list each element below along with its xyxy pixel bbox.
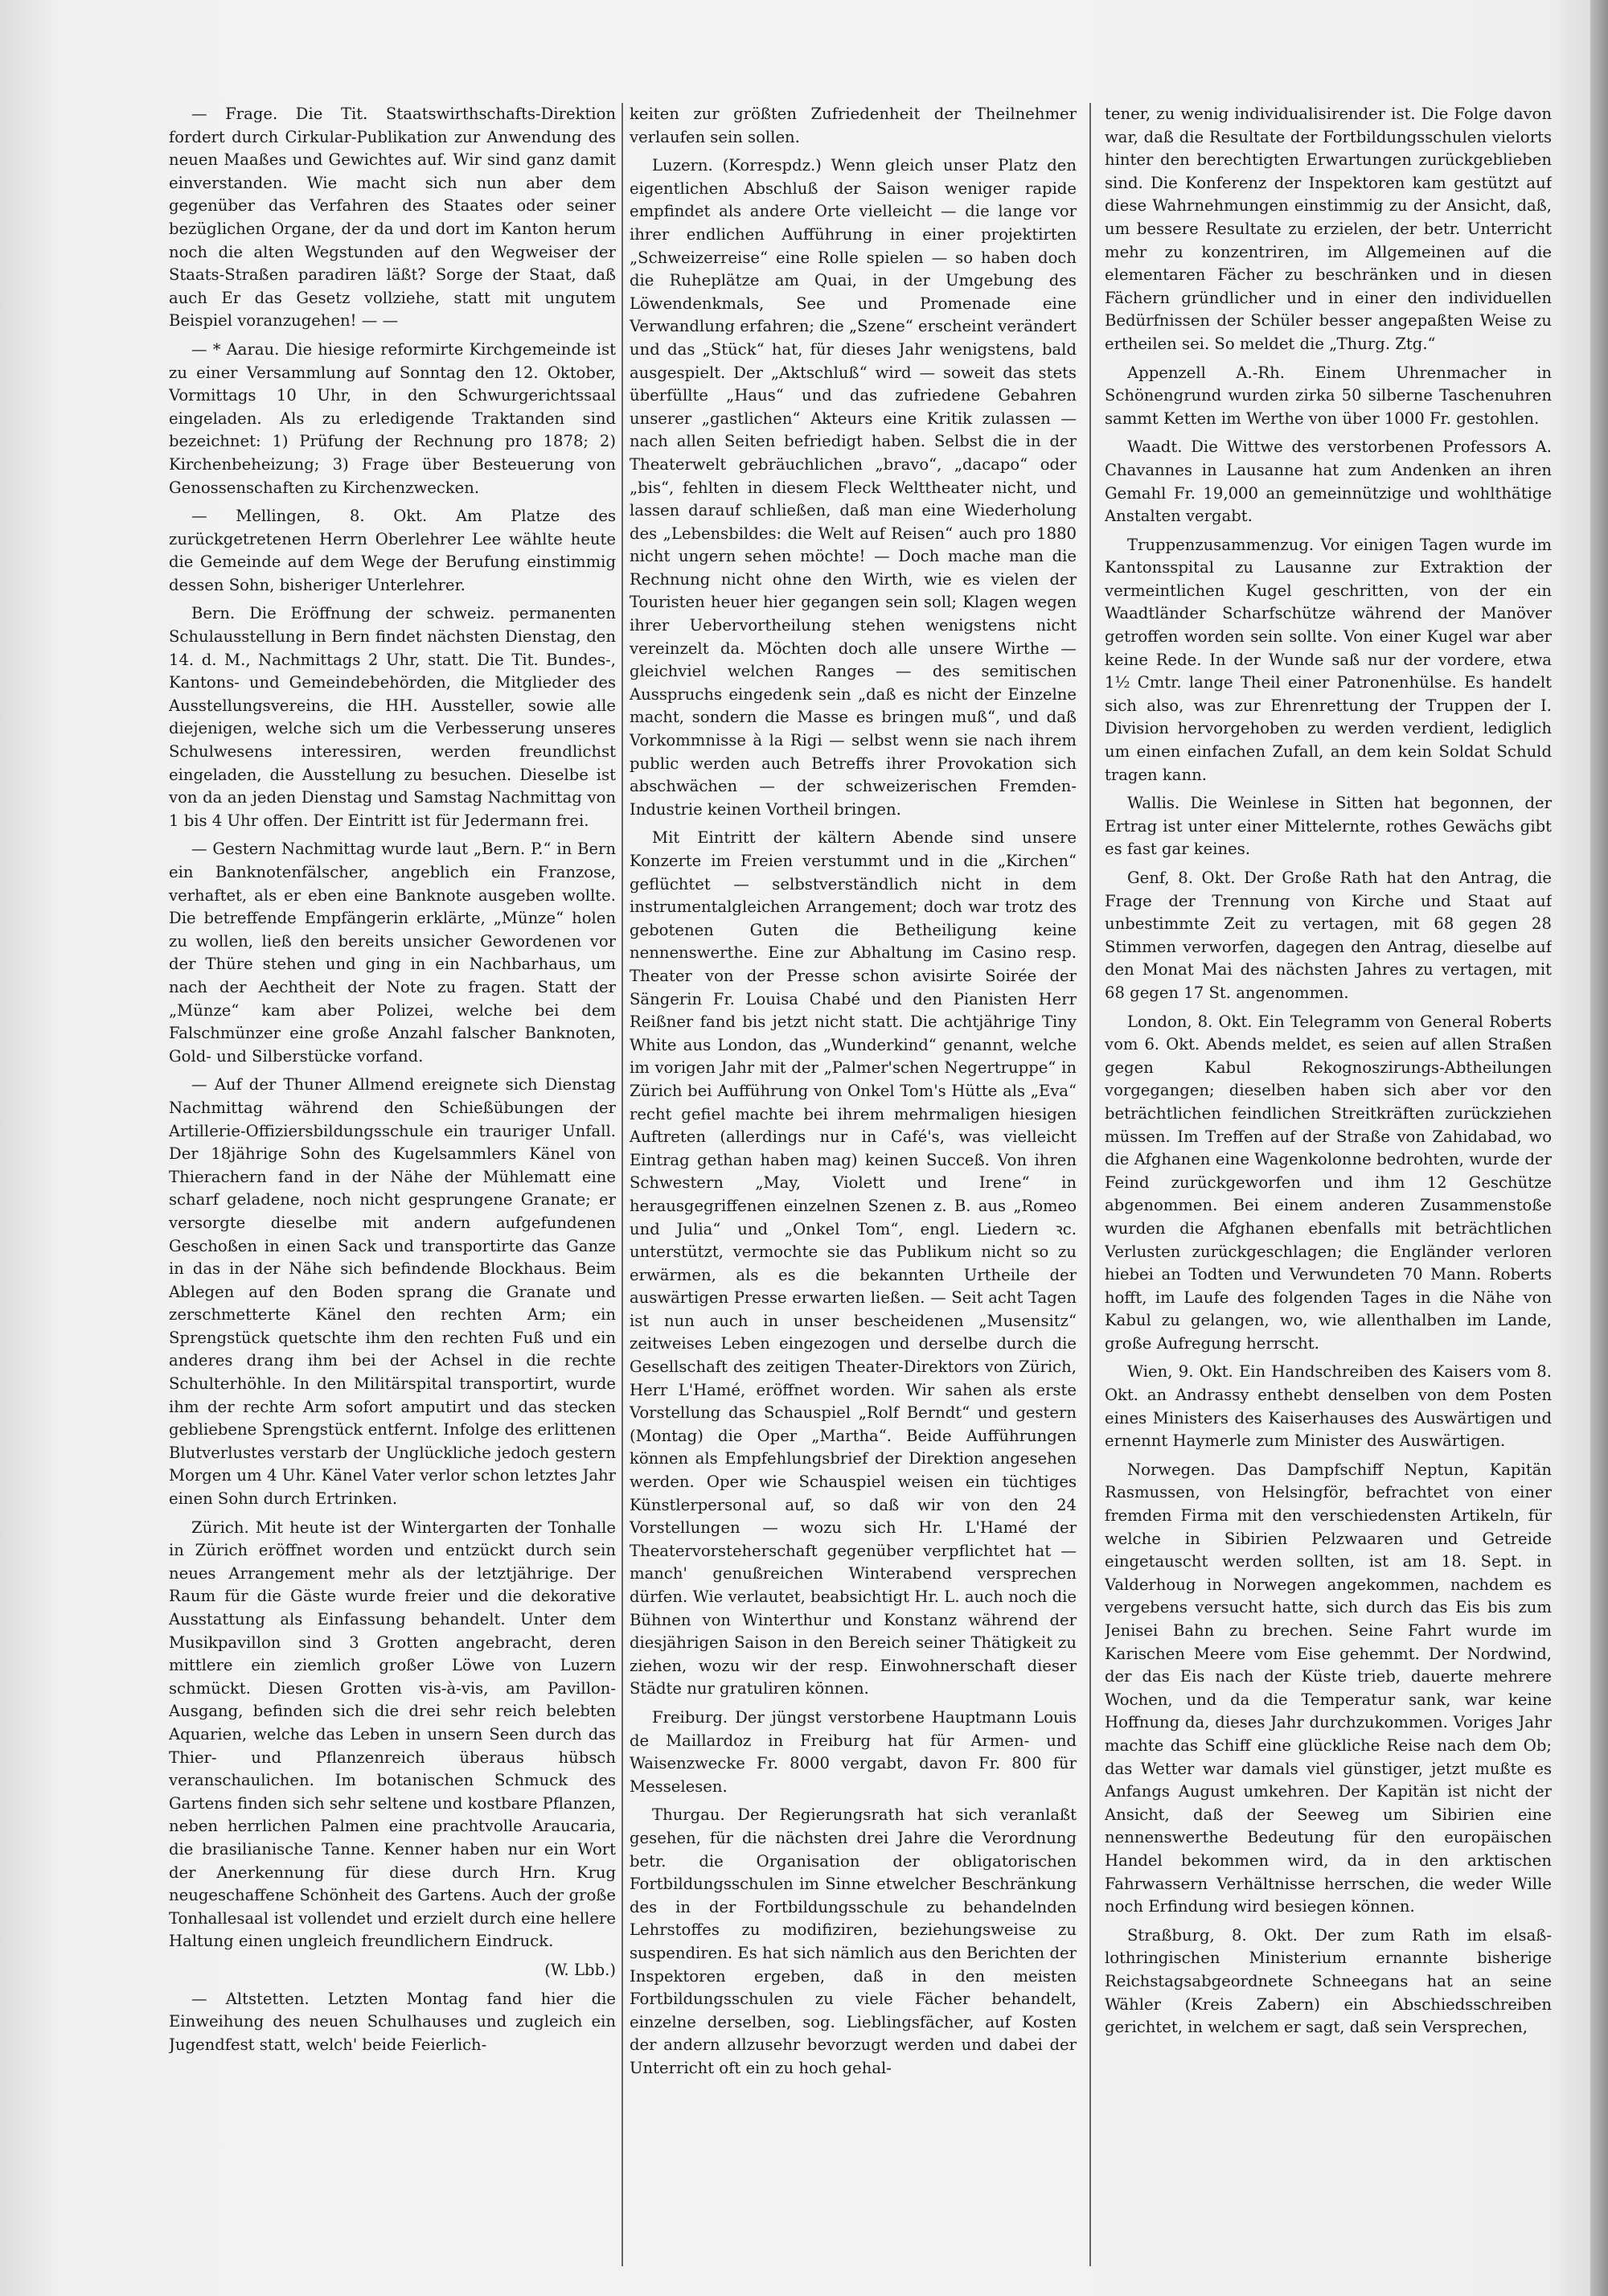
article-paragraph: — Gestern Nachmittag wurde laut „Bern. P.“ in Bern ein Banknotenfälscher, angeblich ein Franzose, verhaftet, als er eben eine Banknote ausgeben wollte. Die betreffende Empfängerin erklärte, „Münze“ holen zu wollen, ließ den bereits unsicher Gewordenen vor der Thüre stehen und ging in ein Nachbarhaus, um nach der Aechtheit der Note zu fragen. Statt der „Münze“ kam aber Polizei, welche bei dem Falschmünzer eine große Anzahl falscher Banknoten, Gold- und Silberstücke vorfand.: [169, 840, 616, 1066]
article-paragraph: Mit Eintritt der kältern Abende sind unsere Konzerte im Freien verstummt und in die „Kirchen“ geflüchtet — selbstverständlich nicht in dem instrumentalgleichen Arrangement; doch war trotz des gebotenen Guten die Betheiligung keine nennenswerthe. Eine zur Abhaltung im Casino resp. Theater von der Presse schon avisirte Soirée der Sängerin Fr. Louisa Chabé und den Pianisten Herr Reißner fand bis jetzt nicht statt. Die achtjährige Tiny White aus London, das „Wunderkind“ genannt, welche im vorigen Jahr mit der „Palmer'schen Negertruppe“ in Zürich bei Aufführung von Onkel Tom's Hütte als „Eva“ recht gefiel machte bei ihrem mehrmaligen hiesigen Auftreten (allerdings nur in Café's, was vielleicht Eintrag gethan haben mag) keinen Succeß. Von ihren Schwestern „May, Violett und Irene“ in herausgegriffenen einzelnen Szenen z. B. aus „Romeo und Julia“ und „Onkel Tom“, engl. Liedern ꝛc. unterstützt, vermochte sie das Publikum nicht so zu erwärmen, als es die bekannten Urtheile der auswärtigen Presse erwarten ließen. — Seit acht Tagen ist nun auch in unser bescheidenen „Musensitz“ zeitweises Leben eingezogen und derselbe durch die Gesellschaft des zeitigen Theater-Direktors von Zürich, Herr L'Hamé, eröffnet worden. Wir sahen als erste Vorstellung das Schauspiel „Rolf Berndt“ und gestern (Montag) die Oper „Martha“. Beide Aufführungen können als Empfehlungsbrief der Direktion angesehen werden. Oper wie Schauspiel weisen ein tüchtiges Künstlerpersonal auf, so daß wir von den 24 Vorstellungen — wozu sich Hr. L'Hamé der Theatervorsteherschaft gegenüber verpflichtet hat — manch' genußreichen Winterabend versprechen dürfen. Wie verlautet, beabsichtigt Hr. L. auch noch die Bühnen von Winterthur und Konstanz während der diesjährigen Saison in den Bereich seiner Thätigkeit zu ziehen, wozu wir der resp. Einwohnerschaft dieser Städte nur gratuliren können.: [630, 828, 1077, 1698]
article-paragraph: London, 8. Okt. Ein Telegramm von General Roberts vom 6. Okt. Abends meldet, es seien auf allen Straßen gegen Kabul Rekognoszirungs-Abtheilungen vorgegangen; dieselben haben sich aber vor den beträchtlichen feindlichen Streitkräften zurückziehen müssen. Im Treffen auf der Straße von Zahidabad, wo die Afghanen eine Wagenkolonne bedrohten, wurde der Feind zurückgeworfen und ihm 12 Geschütze abgenommen. Bei einem anderen Zusammenstoße wurden die Afghanen ebenfalls mit beträchtlichen Verlusten zurückgeschlagen; die Engländer verloren hiebei an Todten und Verwundeten 70 Mann. Roberts hofft, im Laufe des folgenden Tages in die Nähe von Kabul zu gelangen, wo, wie allenthalben im Lande, große Aufregung herrscht.: [1105, 1012, 1552, 1353]
page-edge: [1590, 0, 1608, 2296]
article-paragraph: Waadt. Die Wittwe des verstorbenen Professors A. Chavannes in Lausanne hat zum Andenken an ihren Gemahl Fr. 19,000 an gemeinnützige und wohlthätige Anstalten vergabt.: [1105, 437, 1552, 526]
article-paragraph: Truppenzusammenzug. Vor einigen Tagen wurde im Kantonsspital zu Lausanne zur Extraktion der vermeintlichen Kugel geschritten, von der ein Waadtländer Scharfschütze während der Manöver getroffen worden sein sollte. Von einer Kugel war aber keine Rede. In der Wunde saß nur der vordere, etwa 1½ Cmtr. lange Theil einer Patronenhülse. Es handelt sich also, was zur Ehrenrettung der Truppen der I. Division hervorgehoben zu werden verdient, lediglich um einen einfachen Zufall, an dem kein Soldat Schuld tragen kann.: [1105, 535, 1552, 784]
article-paragraph: Luzern. (Korrespdz.) Wenn gleich unser Platz den eigentlichen Abschluß der Saison weniger rapide empfindet als andere Orte vielleicht — die lange vor ihrer endlichen Aufführung in einer projektirten „Schweizerreise“ eine Rolle spielen — so haben doch die Ruheplätze am Quai, in der Umgebung des Löwendenkmals, See und Promenade eine Verwandlung erfahren; die „Szene“ erscheint verändert und das „Stück“ hat, für dieses Jahr wenigstens, bald ausgespielt. Der „Aktschluß“ wird — soweit das stets überfüllte „Haus“ und das zufriedene Gebahren unserer „gastlichen“ Akteurs eine Kritik zulassen — nach allen Seiten befriedigt haben. Selbst die in der Theaterwelt gebräuchlichen „bravo“, „dacapo“ oder „bis“, fehlten in diesem Fleck Welttheater nicht, und lassen darauf schließen, daß man eine Wiederholung des „Lebensbildes: die Welt auf Reisen“ auch pro 1880 nicht ungern sehen möchte! — Doch mache man die Rechnung nicht ohne den Wirth, wie es vielen der Touristen heuer hier gegangen sein soll; Klagen wegen ihrer Uebervortheilung stehen wenigstens nicht vereinzelt da. Möchten doch alle unsere Wirthe — gleichviel welchen Ranges — des semitischen Ausspruchs eingedenk sein „daß es nicht der Einzelne macht, sondern die Masse es bringen muß“, und daß Vorkommnisse à la Rigi — selbst wenn sie nach ihrem public werden auch Betreffs ihrer Provokation sich abschwächen — der schweizerischen Fremden-Industrie keinen Vortheil bringen.: [630, 156, 1077, 819]
article-paragraph: Thurgau. Der Regierungsrath hat sich veranlaßt gesehen, für die nächsten drei Jahre die Verordnung betr. die Organisation der obligatorischen Fortbildungsschulen im Sinne etwelcher Beschränkung des in der Fortbildungsschule zu behandelnden Lehrstoffes zu modifiziren, beziehungsweise zu suspendiren. Es hat sich nämlich aus den Berichten der Inspektoren ergeben, daß in den meisten Fortbildungsschulen zu viele Fächer behandelt, einzelne derselben, sog. Lieblingsfächer, auf Kosten der andern allzusehr bevorzugt werden und dabei der Unterricht oft ein zu hoch gehal-: [630, 1805, 1077, 2077]
column-2: [630, 103, 1077, 2274]
article-paragraph: Norwegen. Das Dampfschiff Neptun, Kapitän Rasmussen, von Helsingför, befrachtet von einer fremden Firma mit den verschiedensten Artikeln, für welche in Sibirien Pelzwaaren und Getreide eingetauscht werden sollten, ist am 18. Sept. in Valderhoug in Norwegen angekommen, nachdem es vergebens versucht hatte, sich durch das Eis bis zum Jenisei Bahn zu brechen. Seine Fahrt wurde im Karischen Meere vom Eise gehemmt. Der Nordwind, der das Eis nach der Küste trieb, dauerte mehrere Wochen, und da die Temperatur sank, war keine Hoffnung da, dieses Jahr durchzukommen. Voriges Jahr machte das Schiff eine glückliche Reise nach dem Ob; das Wetter war damals viel günstiger, jetzt mußte es Anfangs August umkehren. Der Kapitän ist nicht der Ansicht, daß der Seeweg um Sibirien eine nennenswerthe Bedeutung für den europäischen Handel bekommen wird, da in den arktischen Fahrwassern Verhältnisse herrschen, die weder Wille noch Erfindung wird besiegen können.: [1105, 1460, 1552, 1916]
column-divider: [621, 103, 623, 2266]
article-paragraph: Bern. Die Eröffnung der schweiz. permanenten Schulausstellung in Bern findet nächsten Dienstag, den 14. d. M., Nachmittags 2 Uhr, statt. Die Tit. Bundes-, Kantons- und Gemeindebehörden, die Mitglieder des Ausstellungsvereins, die HH. Aussteller, sowie alle diejenigen, welche sich um die Verbesserung unseres Schulwesens interessiren, werden freundlichst eingeladen, die Ausstellung zu besuchen. Dieselbe ist von da an jeden Dienstag und Samstag Nachmittag von 1 bis 4 Uhr offen. Der Eintritt ist für Jedermann frei.: [169, 604, 616, 830]
column-divider: [1089, 103, 1091, 2266]
article-paragraph: keiten zur größten Zufriedenheit der Theilnehmer verlaufen sein sollen.: [630, 105, 1077, 146]
article-paragraph: Freiburg. Der jüngst verstorbene Hauptmann Louis de Maillardoz in Freiburg hat für Armen- und Waisenzwecke Fr. 8000 vergabt, davon Fr. 800 für Messelesen.: [630, 1707, 1077, 1796]
article-paragraph: Zürich. Mit heute ist der Wintergarten der Tonhalle in Zürich eröffnet worden und entzückt durch sein neues Arrangement mehr als der letztjährige. Der Raum für die Gäste wurde freier und die dekorative Ausstattung als Einfassung behandelt. Unter dem Musikpavillon sind 3 Grotten angebracht, deren mittlere ein ziemlich großer Löwe von Luzern schmückt. Diesen Grotten vis-à-vis, am Pavillon-Ausgang, befinden sich die drei sehr reich belebten Aquarien, welche das Leben in unsern Seen durch das Thier- und Pflanzenreich überaus hübsch veranschaulichen. Im botanischen Schmuck des Gartens finden sich sehr seltene und kostbare Pflanzen, neben herrlichen Palmen eine prachtvolle Araucaria, die brasilianische Tanne. Kenner haben nur ein Wort der Anerkennung für diese durch Hrn. Krug neugeschaffene Schönheit des Gartens. Auch der große Tonhallesaal ist vollendet und erzielt durch eine hellere Haltung einen ungleich freundlichern Eindruck.: [169, 1518, 616, 1951]
article-paragraph: Wallis. Die Weinlese in Sitten hat begonnen, der Ertrag ist unter einer Mittelernte, rothes Gewächs gibt es fast gar keines.: [1105, 794, 1552, 859]
article-paragraph: Genf, 8. Okt. Der Große Rath hat den Antrag, die Frage der Trennung von Kirche und Staat auf unbestimmte Zeit zu vertagen, mit 68 gegen 28 Stimmen verworfen, dagegen den Antrag, dieselbe auf den Monat Mai des nächsten Jahres zu vertagen, mit 68 gegen 17 St. angenommen.: [1105, 869, 1552, 1002]
article-paragraph: tener, zu wenig individualisirender ist. Die Folge davon war, daß die Resultate der Fortbildungsschulen vielorts hinter den berechtigten Erwartungen zurückgeblieben sind. Die Konferenz der Inspektoren kam gestützt auf diese Wahrnehmungen einstimmig zu der Ansicht, daß, um bessere Resultate zu erzielen, der betr. Unterricht mehr zu konzentriren, im Allgemeinen auf die elementaren Fächer zu beschränken und in diesen Fächern gründlicher und in einer den individuellen Bedürfnissen der Schüler besser angepaßten Weise zu ertheilen sei. So meldet die „Thurg. Ztg.“: [1105, 105, 1552, 353]
article-paragraph: — Auf der Thuner Allmend ereignete sich Dienstag Nachmittag während den Schießübungen der Artillerie-Offiziersbildungsschule ein trauriger Unfall. Der 18jährige Sohn des Kugelsammlers Känel von Thierachern fand in der Nähe der Mühlematt eine scharf geladene, noch nicht gesprungene Granate; er versorgte dieselbe mit andern aufgefundenen Geschoßen in einen Sack und transportirte das Ganze in das in der Nähe sich befindende Blockhaus. Beim Ablegen auf den Boden sprang die Granate und zerschmetterte Känel den rechten Arm; ein Sprengstück quetschte ihm den rechten Fuß und ein anderes drang ihm bei der Achsel in die rechte Schulterhöhle. In den Militärspital transportirt, wurde ihm der rechte Arm sofort amputirt und das stecken gebliebene Sprengstück entfernt. Infolge des erlittenen Blutverlustes verstarb der Unglückliche jedoch gestern Morgen um 4 Uhr. Känel Vater verlor schon letztes Jahr einen Sohn durch Ertrinken.: [169, 1075, 616, 1509]
article-paragraph: — Frage. Die Tit. Staatswirthschafts-Direktion fordert durch Cirkular-Publikation zur Anwendung des neuen Maaßes und Gewichtes auf. Wir sind ganz damit einverstanden. Wie macht sich nun aber dem gegenüber das Verfahren des Staates oder seiner bezüglichen Organe, der da und dort im Kanton herum noch die alten Wegstunden auf den Wegweiser der Staats-Straßen paradiren läßt? Sorge der Staat, daß auch Er das Gesetz vollziehe, statt mit ungutem Beispiel voranzugehen! — —: [169, 105, 616, 331]
column-1: [169, 103, 616, 2274]
article-signature: (W. Lbb.): [544, 1960, 616, 1979]
column-3: [1105, 103, 1552, 2274]
article-paragraph: — Mellingen, 8. Okt. Am Platze des zurückgetretenen Herrn Oberlehrer Lee wählte heute die Gemeinde auf dem Wege der Berufung einstimmig dessen Sohn, bisheriger Unterlehrer.: [169, 507, 616, 594]
article-paragraph: Straßburg, 8. Okt. Der zum Rath im elsaß-lothringischen Ministerium ernannte bisherige Reichstagsabgeordnete Schneegans hat an seine Wähler (Kreis Zabern) ein Abschiedsschreiben gerichtet, in welchem er sagt, daß sein Versprechen,: [1105, 1925, 1552, 2037]
article-paragraph: Wien, 9. Okt. Ein Handschreiben des Kaisers vom 8. Okt. an Andrassy enthebt denselben von dem Posten eines Ministers des Kaiserhauses des Auswärtigen und ernennt Haymerle zum Minister des Auswärtigen.: [1105, 1362, 1552, 1451]
article-paragraph: — * Aarau. Die hiesige reformirte Kirchgemeinde ist zu einer Versammlung auf Sonntag den 12. Oktober, Vormittags 10 Uhr, in den Schwurgerichtssaal eingeladen. Als zu erledigende Traktanden sind bezeichnet: 1) Prüfung der Rechnung pro 1878; 2) Kirchenbeheizung; 3) Frage über Besteuerung von Genossenschaften zu Kirchenzwecken.: [169, 339, 616, 497]
article-paragraph: Appenzell A.-Rh. Einem Uhrenmacher in Schönengrund wurden zirka 50 silberne Taschenuhren sammt Ketten im Werthe von über 1000 Fr. gestohlen.: [1105, 363, 1552, 428]
article-paragraph: — Altstetten. Letzten Montag fand hier die Einweihung des neuen Schulhauses und zugleich ein Jugendfest statt, welch' beide Feierlich-: [169, 1989, 616, 2054]
